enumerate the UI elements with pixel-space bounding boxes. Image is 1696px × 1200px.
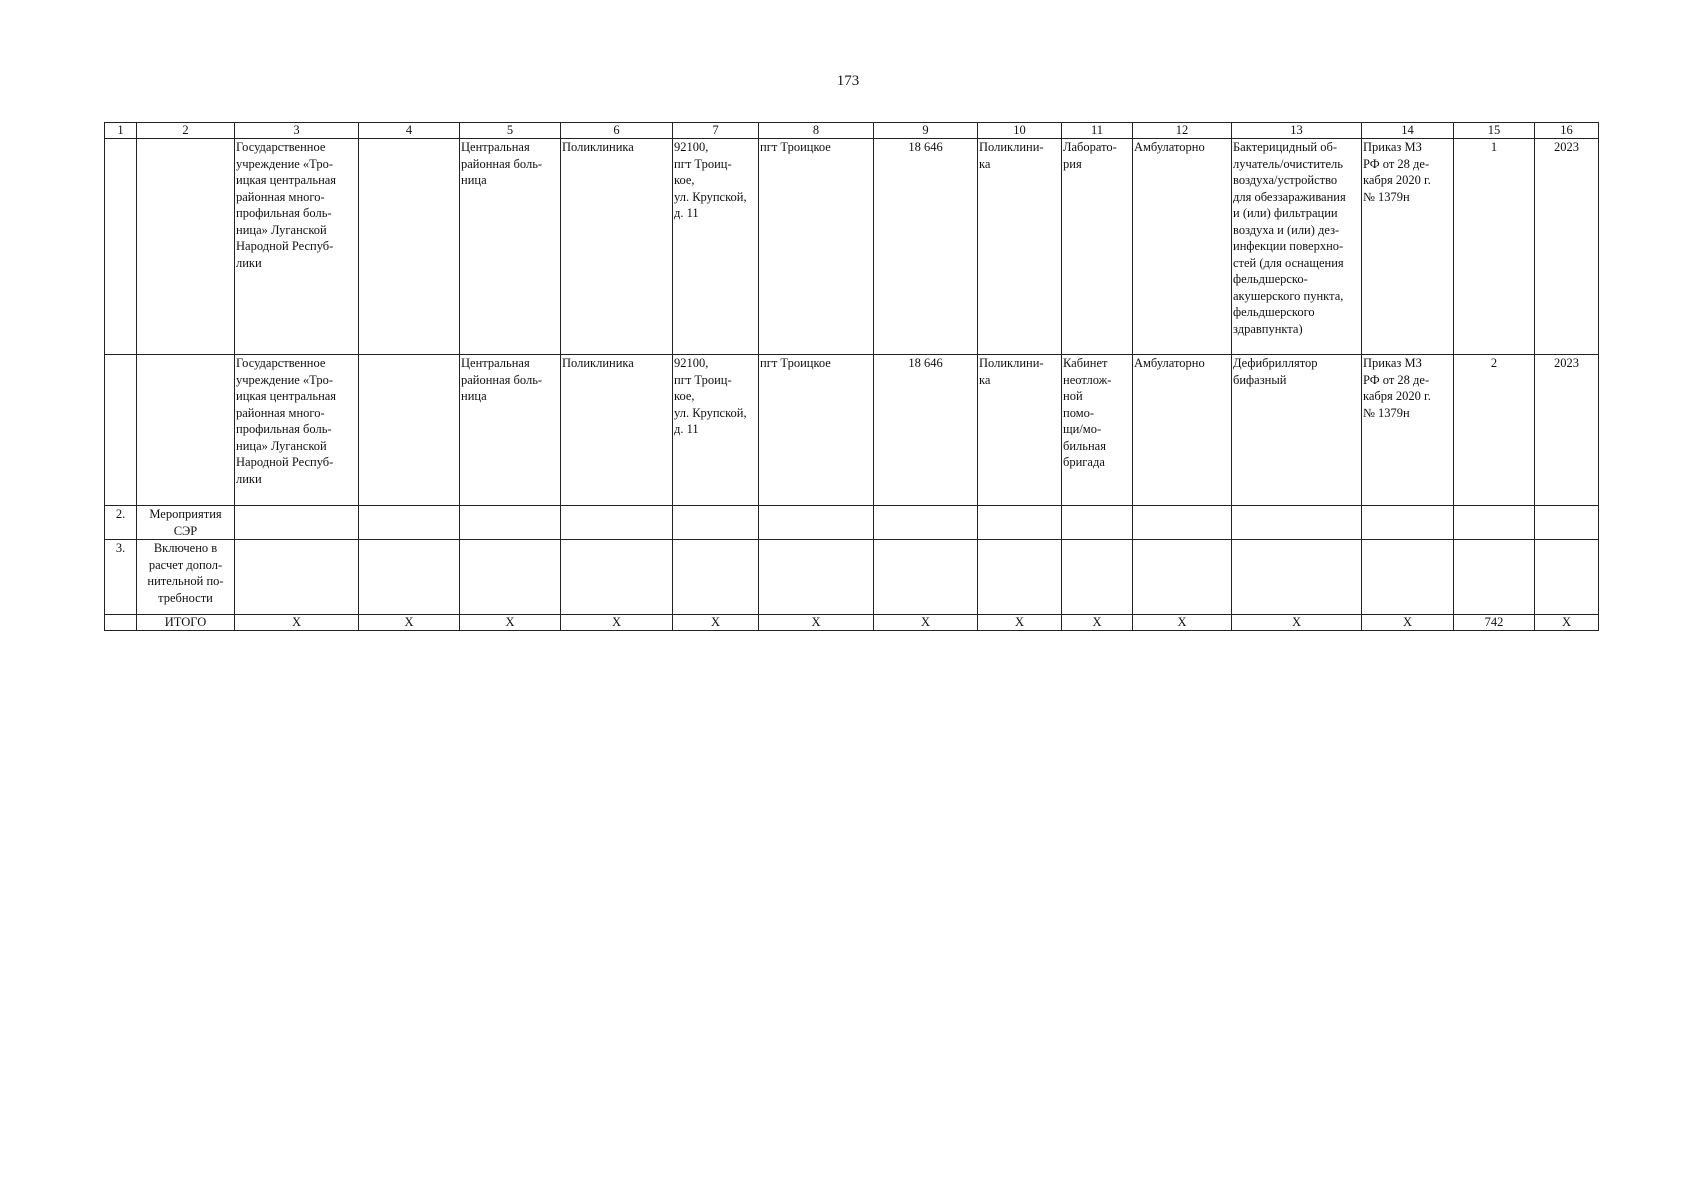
department-cell: Поликлини- ка [978, 139, 1062, 355]
locality-cell: пгт Троицкое [759, 139, 874, 355]
care-condition-cell: Амбулаторно [1133, 355, 1232, 506]
subdivision-cell: Поликлиника [561, 139, 673, 355]
table-cell [1133, 540, 1232, 615]
total-quantity-cell: 742 [1454, 615, 1535, 631]
table-cell [561, 540, 673, 615]
total-cell: Х [673, 615, 759, 631]
table-cell [1454, 506, 1535, 540]
column-number: 15 [1454, 123, 1535, 139]
table-cell [1062, 540, 1133, 615]
table-cell [1535, 540, 1599, 615]
subdivision-cell: Поликлиника [561, 355, 673, 506]
regulation-cell: Приказ МЗ РФ от 28 де- кабря 2020 г. № 1379н [1362, 139, 1454, 355]
equipment-name-cell: Дефибриллятор бифазный [1232, 355, 1362, 506]
institution-name-cell: Государственное учреждение «Тро- ицкая центральная районная много- профильная боль- ница» Луганской Народной Респуб- лики [235, 139, 359, 355]
locality-cell: пгт Троицкое [759, 355, 874, 506]
quantity-cell: 2 [1454, 355, 1535, 506]
table-cell [561, 506, 673, 540]
column-number: 2 [137, 123, 235, 139]
table-cell [1362, 506, 1454, 540]
table-cell [235, 540, 359, 615]
population-cell: 18 646 [874, 139, 978, 355]
row-index-cell: 3. [105, 540, 137, 615]
table-cell [460, 540, 561, 615]
column-number: 9 [874, 123, 978, 139]
table-cell [673, 540, 759, 615]
facility-type-cell: Центральная районная боль- ница [460, 355, 561, 506]
total-cell: Х [1232, 615, 1362, 631]
table-cell [1133, 506, 1232, 540]
page-number: 173 [836, 73, 860, 89]
table-row [105, 540, 1599, 615]
room-cell: Лаборато- рия [1062, 139, 1133, 355]
table-cell [874, 540, 978, 615]
year-cell: 2023 [1535, 355, 1599, 506]
population-cell: 18 646 [874, 355, 978, 506]
column-number: 7 [673, 123, 759, 139]
address-cell: 92100, пгт Троиц- кое, ул. Крупской, д. 11 [673, 355, 759, 506]
column-number: 4 [359, 123, 460, 139]
department-cell: Поликлини- ка [978, 355, 1062, 506]
table-cell [460, 506, 561, 540]
section-cell [137, 355, 235, 506]
table-cell [359, 355, 460, 506]
table-row [105, 139, 1599, 355]
table-cell [359, 540, 460, 615]
total-cell: Х [1362, 615, 1454, 631]
total-cell: Х [561, 615, 673, 631]
total-cell: Х [978, 615, 1062, 631]
column-number: 1 [105, 123, 137, 139]
column-number: 14 [1362, 123, 1454, 139]
quantity-cell: 1 [1454, 139, 1535, 355]
column-number: 10 [978, 123, 1062, 139]
row-index-cell [105, 355, 137, 506]
table-cell [1454, 540, 1535, 615]
total-label-cell: ИТОГО [137, 615, 235, 631]
address-cell: 92100, пгт Троиц- кое, ул. Крупской, д. 11 [673, 139, 759, 355]
table-cell [1535, 506, 1599, 540]
table-cell [759, 506, 874, 540]
total-cell: Х [1133, 615, 1232, 631]
column-number: 5 [460, 123, 561, 139]
equipment-name-cell: Бактерицидный об- лучатель/очиститель воздуха/устройство для обеззараживания и (или) фильтрации воздуха и (или) дез- инфекции поверхно- стей (для оснащения фельдшерско- акушерского пункта, фельдшерского здравпункта) [1232, 139, 1362, 355]
table-cell [1232, 540, 1362, 615]
total-cell: Х [359, 615, 460, 631]
institution-name-cell: Государственное учреждение «Тро- ицкая центральная районная много- профильная боль- ница» Луганской Народной Респуб- лики [235, 355, 359, 506]
table-cell [235, 506, 359, 540]
regulation-cell: Приказ МЗ РФ от 28 де- кабря 2020 г. № 1379н [1362, 355, 1454, 506]
care-condition-cell: Амбулаторно [1133, 139, 1232, 355]
table-cell [1362, 540, 1454, 615]
table-cell [359, 506, 460, 540]
section-cell: Мероприятия СЭР [137, 506, 235, 540]
total-row [105, 615, 1599, 631]
section-cell [137, 139, 235, 355]
total-cell: Х [1062, 615, 1133, 631]
total-cell: Х [1535, 615, 1599, 631]
section-cell: Включено в расчет допол- нительной по- требности [137, 540, 235, 615]
column-number: 3 [235, 123, 359, 139]
table-cell [978, 540, 1062, 615]
facility-type-cell: Центральная районная боль- ница [460, 139, 561, 355]
column-number: 16 [1535, 123, 1599, 139]
column-number: 12 [1133, 123, 1232, 139]
row-index-cell [105, 139, 137, 355]
table-cell [359, 139, 460, 355]
total-cell: Х [460, 615, 561, 631]
row-index-cell: 2. [105, 506, 137, 540]
room-cell: Кабинет неотлож- ной помо- щи/мо- бильная бригада [1062, 355, 1133, 506]
table-cell [1062, 506, 1133, 540]
year-cell: 2023 [1535, 139, 1599, 355]
column-number: 13 [1232, 123, 1362, 139]
column-number: 6 [561, 123, 673, 139]
table-cell [874, 506, 978, 540]
row-index-cell [105, 615, 137, 631]
table-row [105, 506, 1599, 540]
equipment-table [104, 122, 1599, 631]
table-cell [759, 540, 874, 615]
column-number-row [105, 123, 1599, 139]
table-row [105, 355, 1599, 506]
total-cell: Х [759, 615, 874, 631]
column-number: 8 [759, 123, 874, 139]
column-number: 11 [1062, 123, 1133, 139]
table-cell [1232, 506, 1362, 540]
total-cell: Х [874, 615, 978, 631]
total-cell: Х [235, 615, 359, 631]
table-cell [978, 506, 1062, 540]
table-cell [673, 506, 759, 540]
